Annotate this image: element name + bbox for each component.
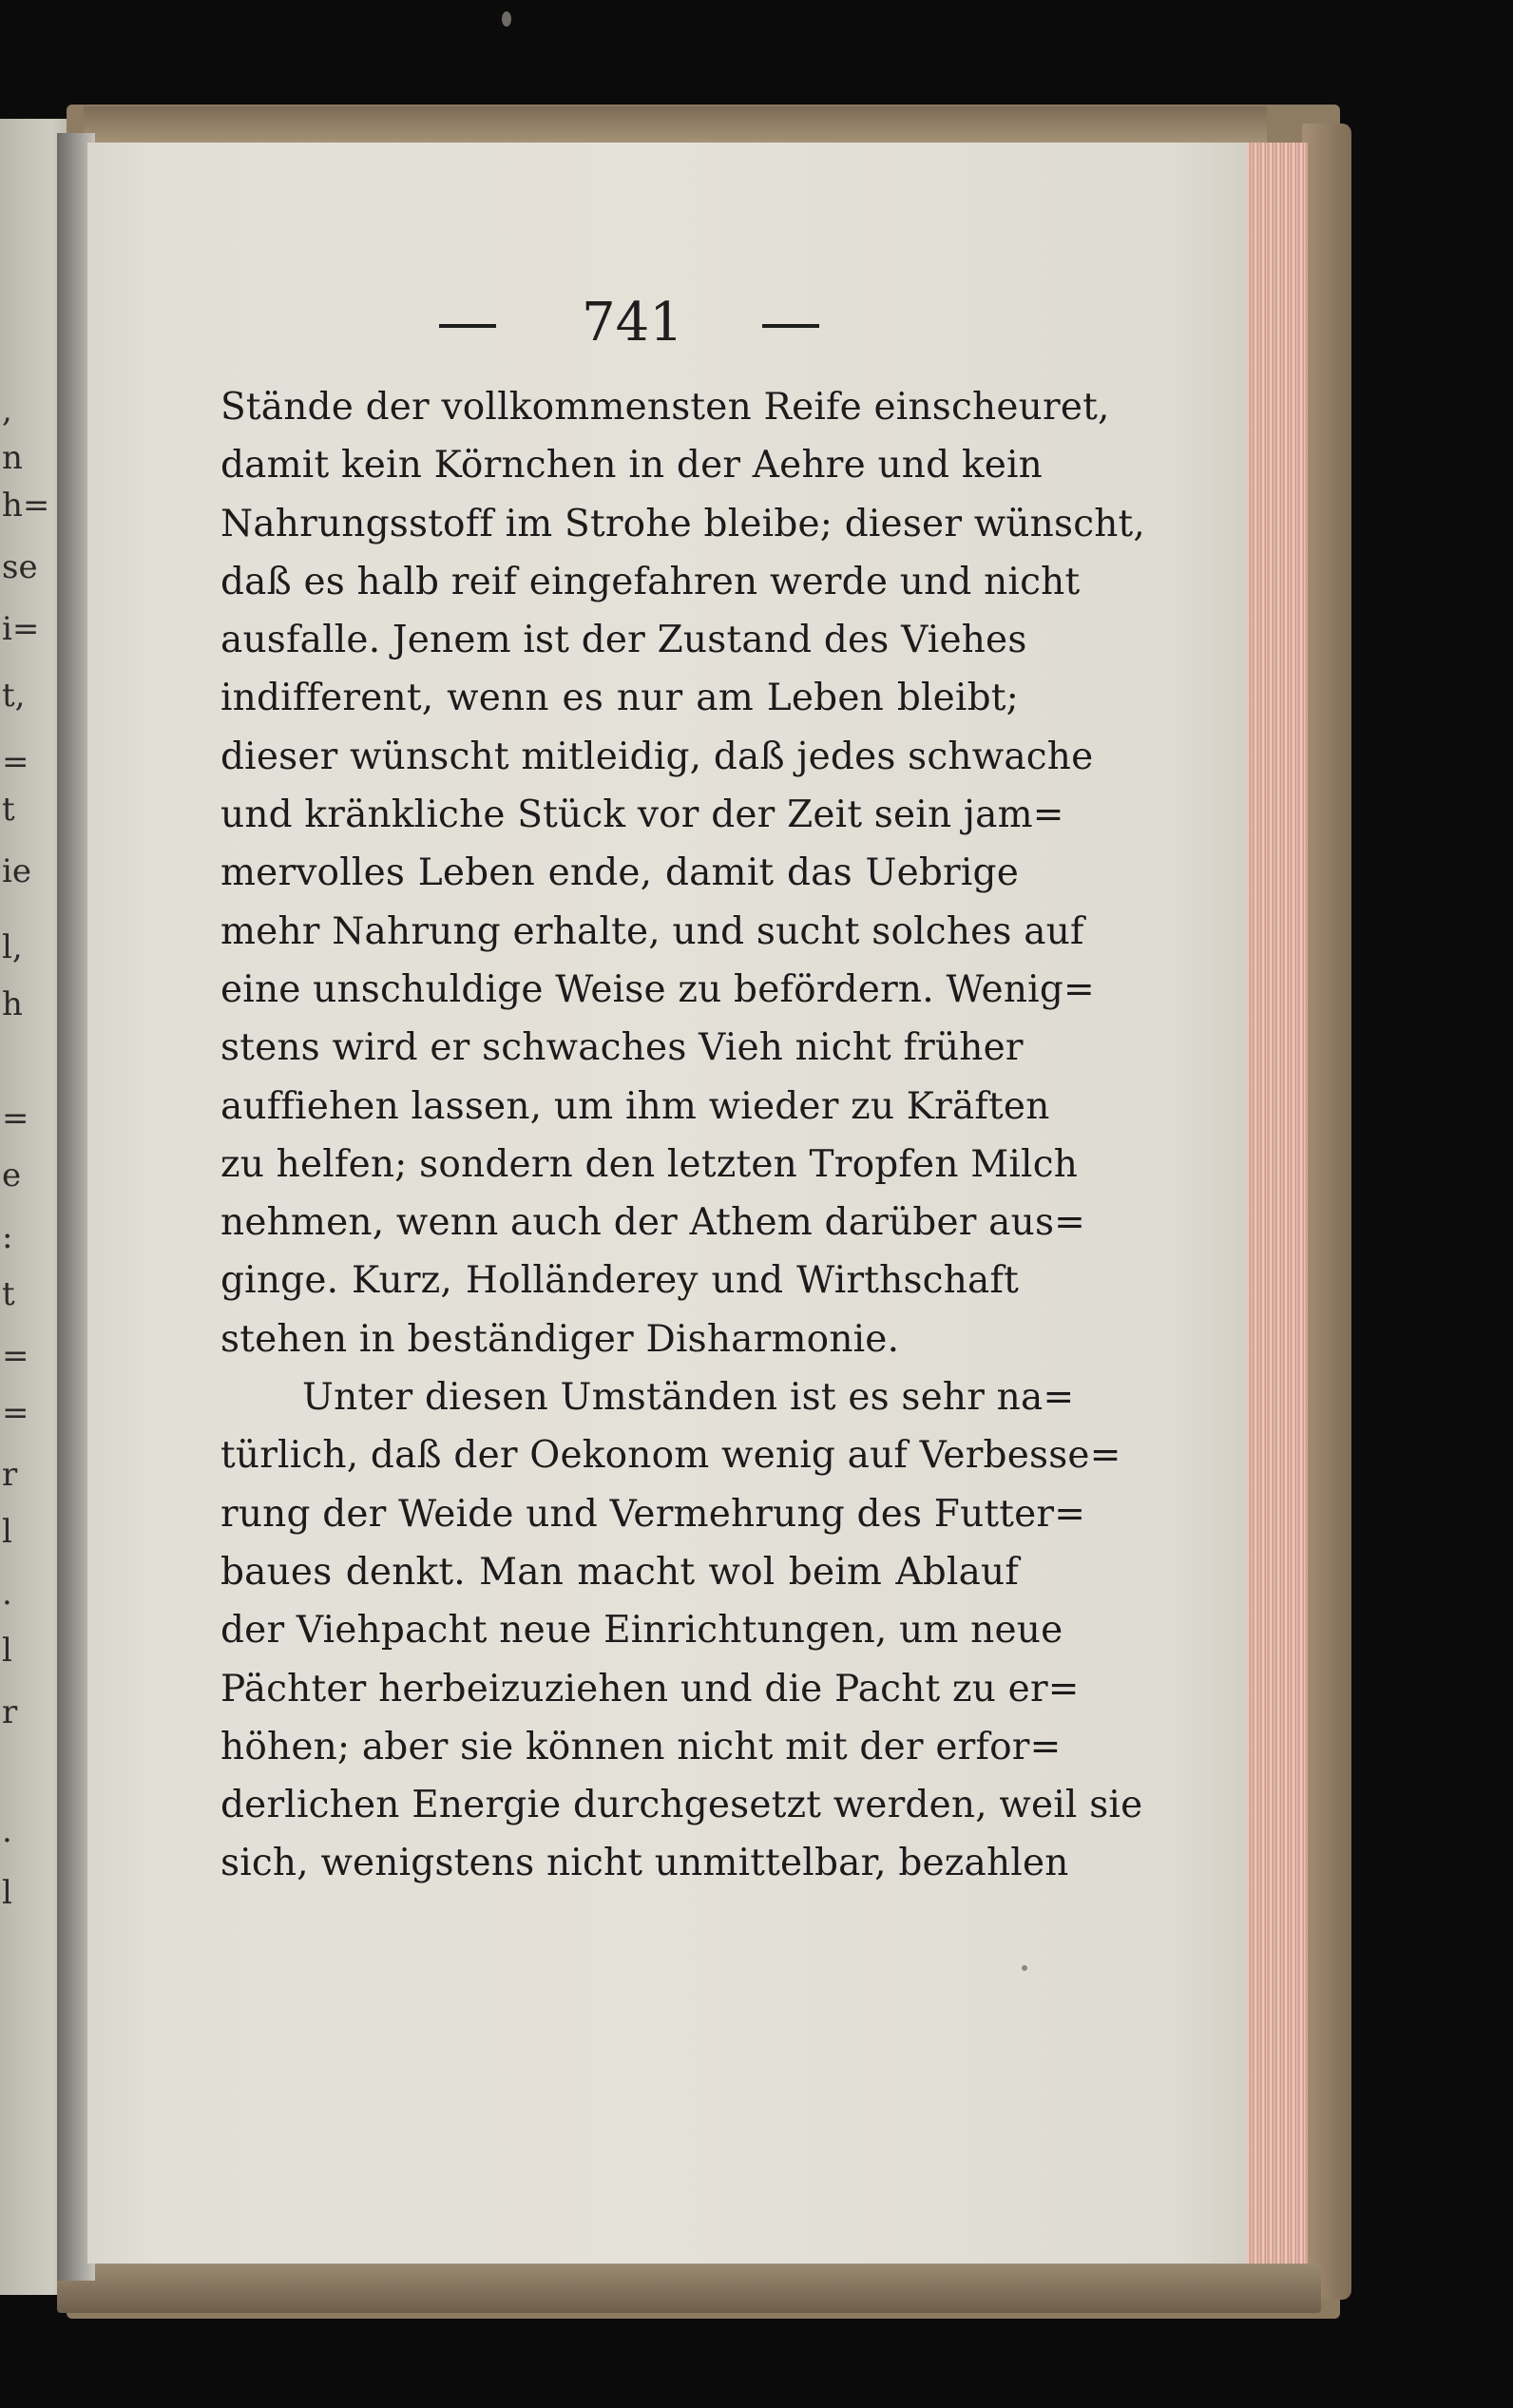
previous-page-fragment: i= — [2, 610, 40, 648]
body-text — [220, 378, 1146, 1893]
text-line: stehen in beständiger Disharmonie. — [220, 1317, 900, 1361]
previous-page-fragment: . — [2, 1812, 12, 1850]
text-line: dieser wünscht mitleidig, daß jedes schwache — [220, 735, 1094, 778]
previous-page-fragment: t — [2, 1275, 15, 1313]
page-number: 741 — [582, 292, 683, 354]
page-header — [439, 290, 819, 366]
paper-speck — [1022, 1965, 1027, 1971]
text-line: mehr Nahrung erhalte, und sucht solches auf — [220, 909, 1084, 953]
previous-page-fragment: h — [2, 985, 23, 1023]
text-line: baues denkt. Man macht wol beim Ablauf — [220, 1550, 1019, 1594]
text-line: ginge. Kurz, Holländerey und Wirthschaft — [220, 1259, 1019, 1303]
header-dash-right — [762, 324, 819, 328]
page-block-edge — [1243, 143, 1308, 2276]
text-line: sich, wenigstens nicht unmittelbar, bezahlen — [220, 1842, 1069, 1885]
previous-page-fragment: n — [2, 439, 23, 477]
previous-page-fragment: l, — [2, 928, 23, 966]
text-line: indifferent, wenn es nur am Leben bleibt; — [220, 677, 1019, 720]
previous-page-fragment: . — [2, 1575, 12, 1613]
text-line: damit kein Körnchen in der Aehre und kein — [220, 444, 1043, 487]
text-line: Pächter herbeizuziehen und die Pacht zu er= — [220, 1667, 1080, 1710]
previous-page-fragment: r — [2, 1456, 18, 1494]
previous-page-fragment: : — [2, 1218, 13, 1256]
previous-page-fragment: , — [2, 392, 12, 430]
cover-bottom-edge — [57, 2264, 1321, 2313]
paper-speck — [502, 11, 511, 27]
text-line: daß es halb reif eingefahren werde und nicht — [220, 560, 1081, 603]
text-line: auffiehen lassen, um ihm wieder zu Kräften — [220, 1084, 1050, 1128]
previous-page-fragment: = — [2, 1099, 29, 1137]
text-line: eine unschuldige Weise zu befördern. Wenig= — [220, 967, 1095, 1011]
text-line: Nahrungsstoff im Strohe bleibe; dieser wünscht, — [220, 502, 1146, 545]
previous-page-fragment: = — [2, 1337, 29, 1375]
text-line: und kränkliche Stück vor der Zeit sein jam= — [220, 793, 1064, 837]
previous-page-fragment: ie — [2, 852, 31, 890]
previous-page-fragment: t, — [2, 677, 26, 715]
cover-right-edge — [1302, 124, 1351, 2300]
previous-page-fragment: e — [2, 1156, 22, 1194]
previous-page-fragment: = — [2, 743, 29, 781]
header-dash-left — [439, 324, 496, 328]
text-line: rung der Weide und Vermehrung des Futter= — [220, 1492, 1086, 1536]
text-line: der Viehpacht neue Einrichtungen, um neue — [220, 1609, 1063, 1653]
previous-page-fragment: l — [2, 1874, 12, 1912]
text-line: Stände der vollkommensten Reife einscheuret, — [220, 386, 1110, 429]
previous-page-fragment: r — [2, 1693, 18, 1731]
previous-page-fragment: t — [2, 791, 15, 829]
text-line: stens wird er schwaches Vieh nicht früher — [220, 1026, 1024, 1070]
previous-page-fragment: h= — [2, 487, 50, 525]
cover-top-edge — [84, 106, 1267, 146]
previous-page-fragment: l — [2, 1632, 12, 1670]
text-line: derlichen Energie durchgesetzt werden, weil sie — [220, 1784, 1143, 1827]
text-line: Unter diesen Umständen ist es sehr na= — [302, 1376, 1075, 1420]
previous-page-fragment: se — [2, 548, 38, 586]
text-line: zu helfen; sondern den letzten Tropfen Milch — [220, 1142, 1079, 1186]
text-line: höhen; aber sie können nicht mit der erfor= — [220, 1725, 1062, 1768]
text-line: ausfalle. Jenem ist der Zustand des Viehes — [220, 619, 1027, 662]
text-line: mervolles Leben ende, damit das Uebrige — [220, 851, 1019, 895]
paragraph-1 — [220, 378, 1146, 1368]
previous-page-fragment: l — [2, 1513, 12, 1551]
text-line: türlich, daß der Oekonom wenig auf Verbesse= — [220, 1434, 1121, 1478]
text-line: nehmen, wenn auch der Athem darüber aus= — [220, 1201, 1086, 1245]
paragraph-2 — [220, 1368, 1143, 1893]
previous-page-fragment: = — [2, 1394, 29, 1432]
